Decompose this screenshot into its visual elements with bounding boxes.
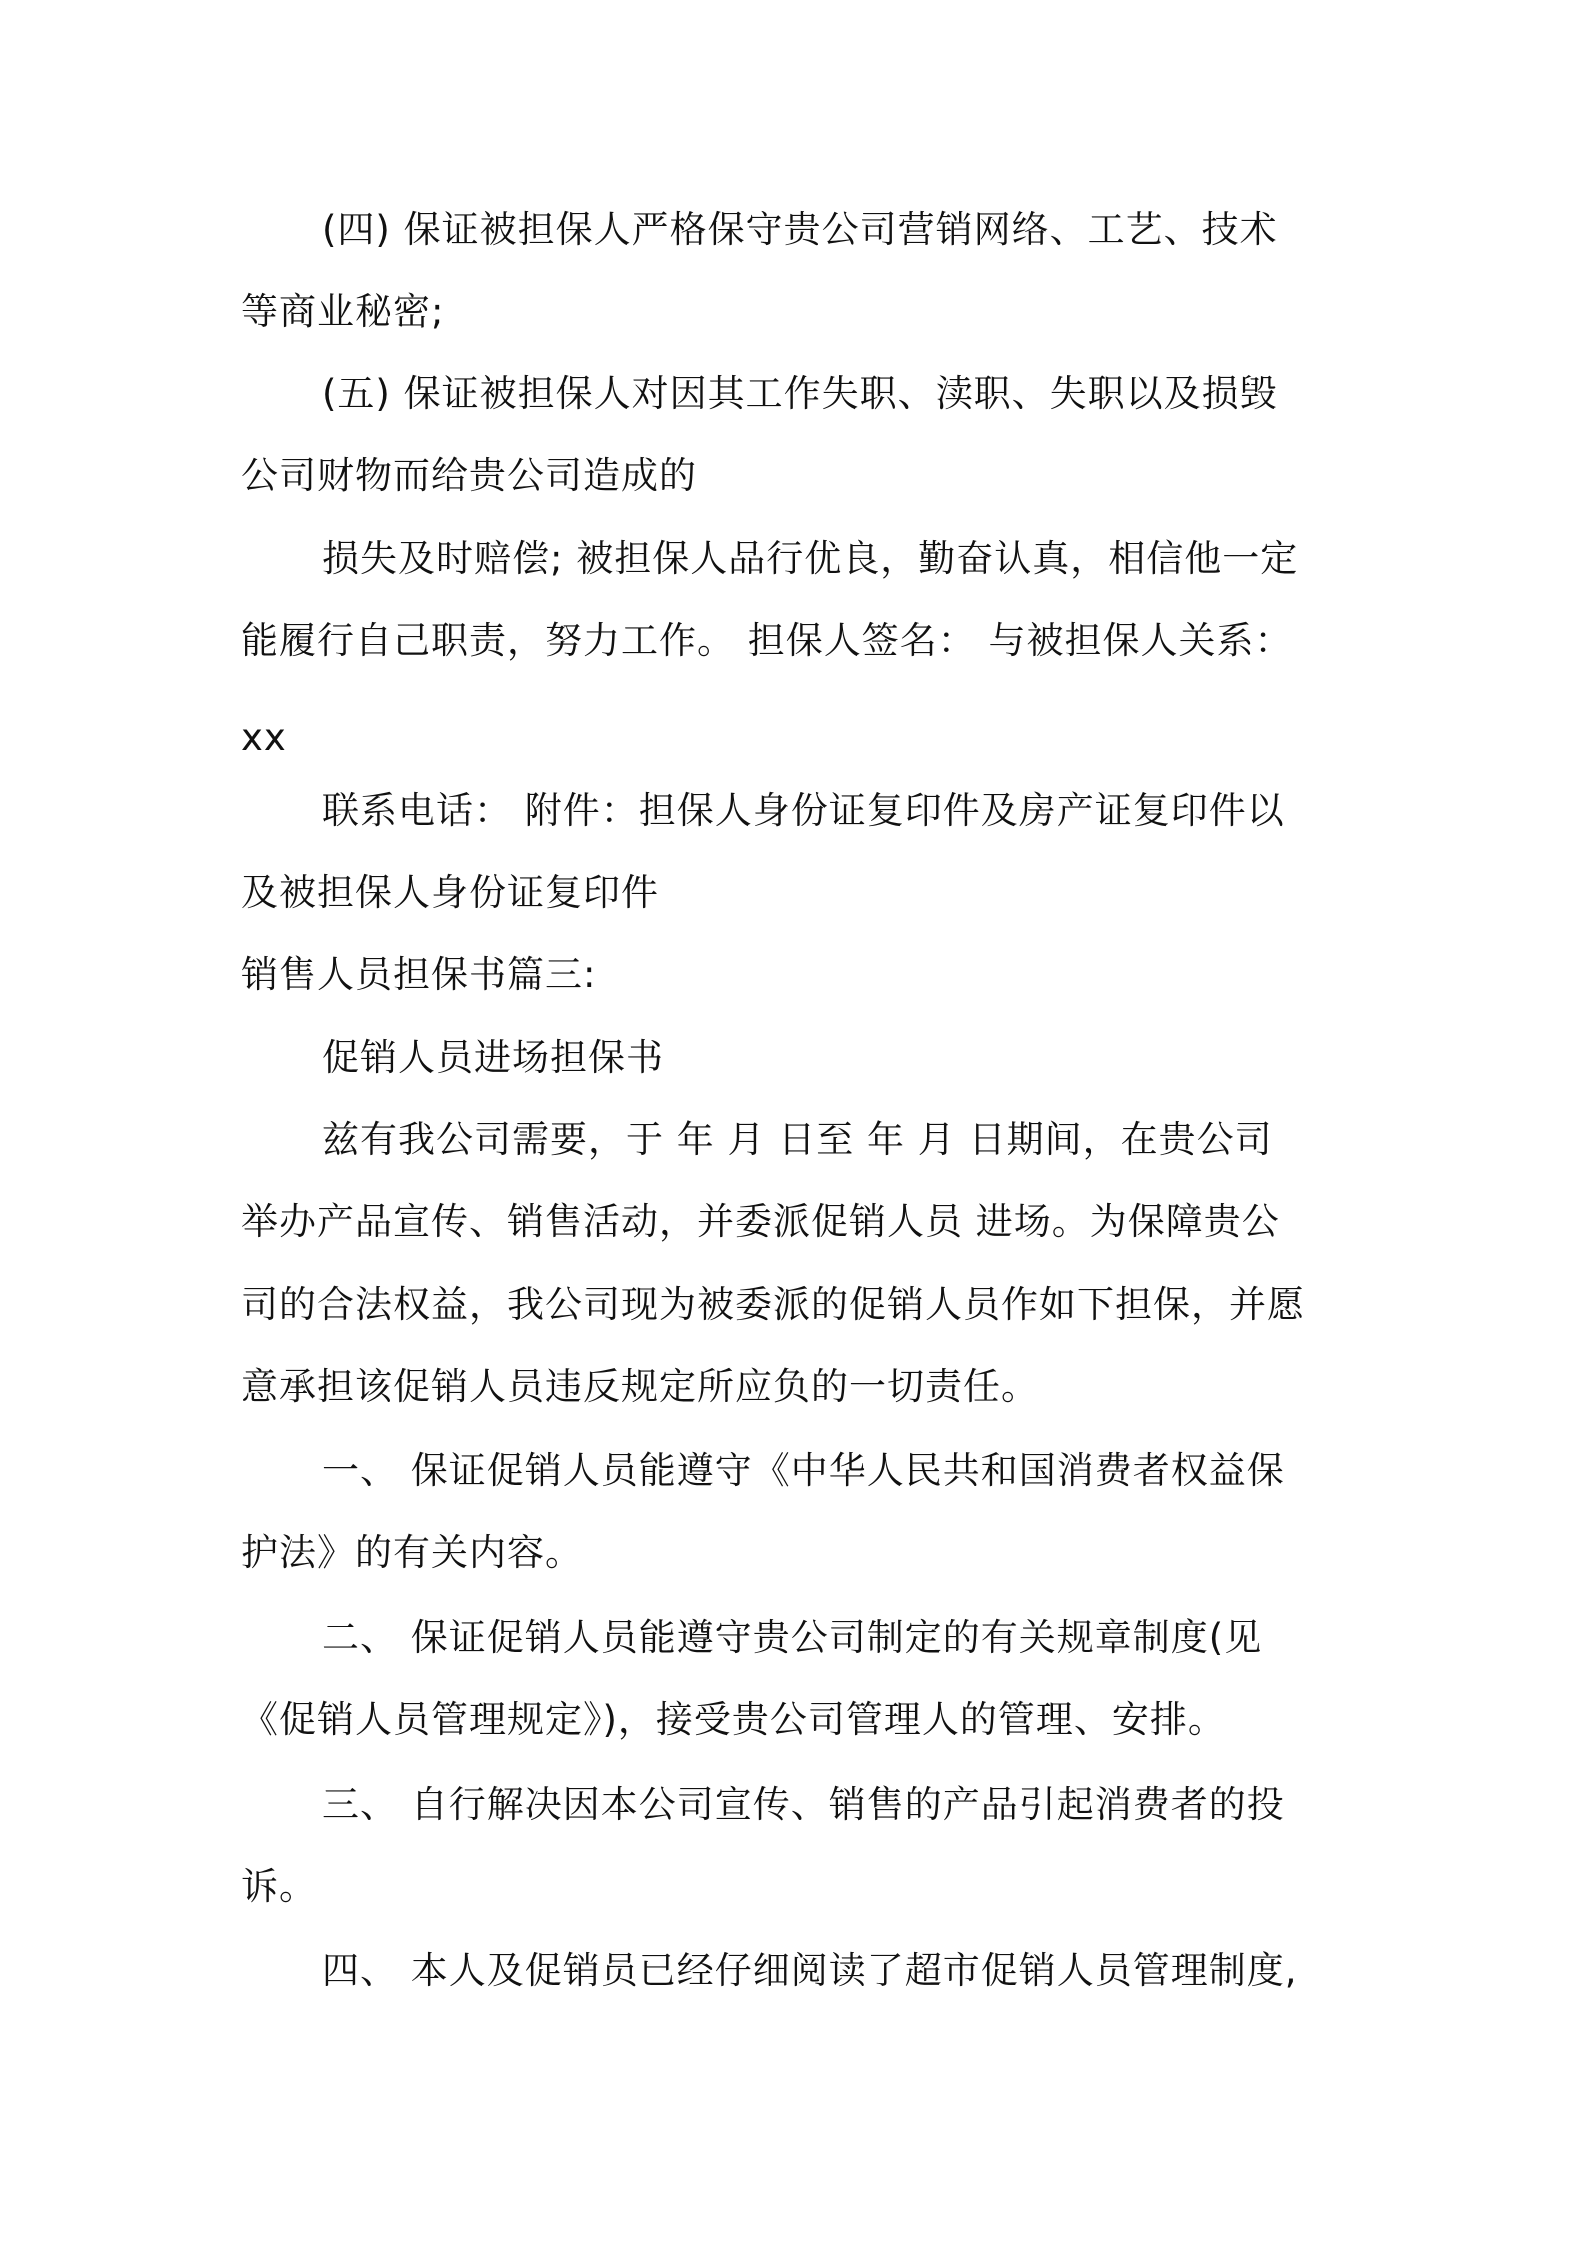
text-line: 损失及时赔偿; 被担保人品行优良，勤奋认真，相信他一定 [322,537,1299,580]
text-line: 及被担保人身份证复印件 [241,871,659,914]
text-line: 一、 保证促销人员能遵守《中华人民共和国消费者权益保 [322,1449,1285,1492]
text-line: xx [241,716,287,759]
text-line: 兹有我公司需要，于 年 月 日至 年 月 日期间，在贵公司 [322,1118,1273,1161]
text-line: (四) 保证被担保人严格保守贵公司营销网络、工艺、技术 [322,208,1278,251]
text-line: 联系电话： 附件：担保人身份证复印件及房产证复印件以 [322,789,1285,832]
text-line: 三、 自行解决因本公司宣传、销售的产品引起消费者的投 [322,1783,1285,1826]
text-line: 等商业秘密; [241,290,445,333]
section-heading: 销售人员担保书篇三: [241,953,597,996]
text-line: 公司财物而给贵公司造成的 [241,454,697,497]
text-line: (五) 保证被担保人对因其工作失职、渎职、失职以及损毁 [322,372,1278,415]
text-line: 护法》的有关内容。 [241,1531,583,1574]
text-line: 《促销人员管理规定》)，接受贵公司管理人的管理、安排。 [241,1698,1226,1741]
text-line: 诉。 [241,1865,317,1908]
document-title: 促销人员进场担保书 [322,1036,664,1079]
text-line: 意承担该促销人员违反规定所应负的一切责任。 [241,1365,1039,1408]
text-line: 四、 本人及促销员已经仔细阅读了超市促销人员管理制度, [322,1949,1298,1992]
text-line: 举办产品宣传、销售活动，并委派促销人员 进场。为保障贵公 [241,1200,1280,1243]
text-line: 能履行自己职责，努力工作。 担保人签名： 与被担保人关系： [241,619,1293,662]
text-line: 二、 保证促销人员能遵守贵公司制定的有关规章制度(见 [322,1616,1263,1659]
text-line: 司的合法权益，我公司现为被委派的促销人员作如下担保，并愿 [241,1283,1305,1326]
